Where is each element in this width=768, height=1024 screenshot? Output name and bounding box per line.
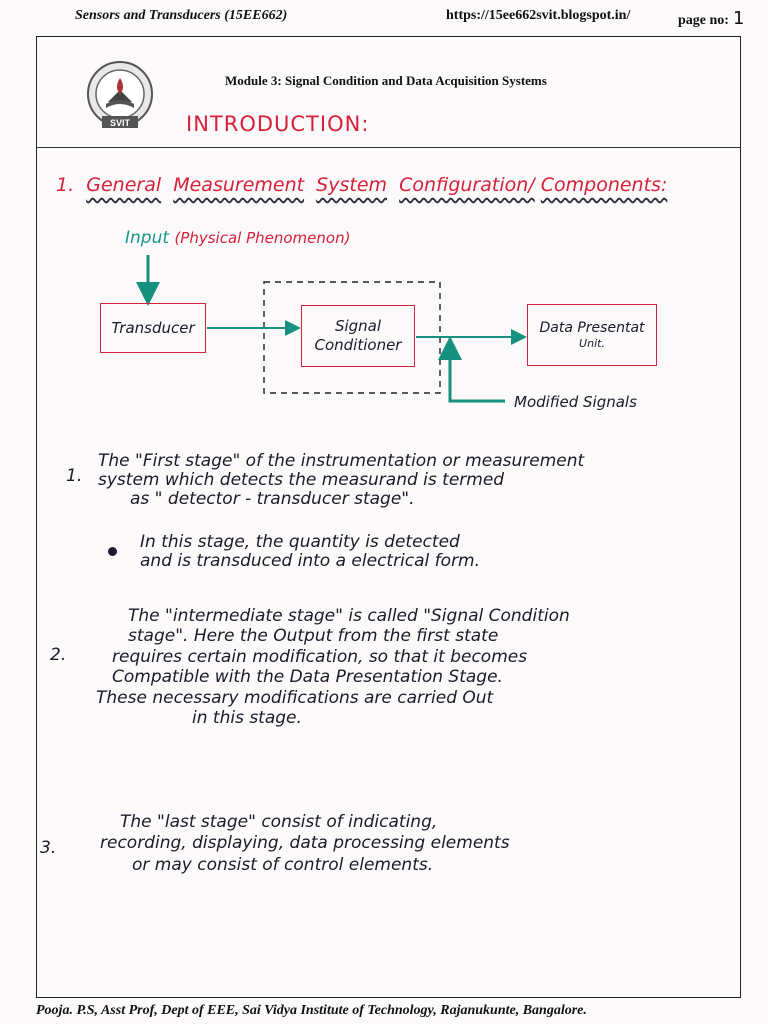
list-item [100, 812, 510, 876]
blog-url[interactable]: https://15ee662svit.blogspot.in/ [446, 8, 631, 23]
heading-word: Configuration/ [399, 174, 535, 196]
transducer-label: Transducer [111, 319, 195, 337]
item-line: requires certain modification, so that it becomes [112, 646, 528, 667]
item-line: Compatible with the Data Presentation Stage. [112, 667, 503, 688]
heading-number: 1. [56, 174, 75, 196]
heading-word: Measurement [173, 174, 305, 196]
data-presentation-line1: Data Presentat [539, 319, 645, 336]
transducer-box [100, 303, 206, 353]
bullet-icon [108, 547, 117, 556]
item-number: 1. [66, 466, 83, 486]
item-line: In this stage, the quantity is detected [140, 532, 460, 552]
item-line: or may consist of control elements. [132, 854, 434, 875]
signal-conditioner-line2: Conditioner [314, 336, 402, 354]
data-presentation-line2: Unit. [579, 336, 605, 350]
item-line: The "intermediate stage" is called "Signal Condition [128, 606, 570, 626]
list-item [96, 606, 570, 728]
modified-signals-label: Modified Signals [514, 393, 637, 411]
bullet-item [140, 533, 480, 571]
module-title: Module 3: Signal Condition and Data Acquisition Systems [225, 73, 547, 88]
data-presentation-box [527, 304, 657, 366]
list-item [98, 452, 584, 509]
course-title: Sensors and Transducers (15EE662) [75, 8, 288, 23]
input-text: Input [125, 228, 170, 248]
signal-conditioner-line1: Signal [334, 316, 382, 335]
page-number: 1 [732, 8, 745, 29]
item-line: stage". Here the Output from the first state [128, 626, 499, 647]
input-subtext: (Physical Phenomenon) [174, 229, 351, 247]
item-line: and is transduced into a electrical form. [140, 551, 481, 572]
page-footer: Pooja. P.S, Asst Prof, Dept of EEE, Sai Vidya Institute of Technology, Rajanukunte, Bangalore. [36, 1003, 587, 1018]
input-label [125, 228, 350, 248]
seal-text: SVIT [109, 118, 131, 128]
item-line: The "last stage" consist of indicating, [120, 812, 438, 832]
intro-title: INTRODUCTION: [186, 112, 370, 136]
item-number: 2. [50, 645, 67, 665]
item-line: recording, displaying, data processing elements [100, 833, 510, 854]
heading-word: System [316, 174, 388, 196]
signal-conditioner-box [301, 305, 415, 367]
heading-word: General [86, 174, 162, 196]
page-label-text: page no: [678, 13, 729, 28]
item-line: The "First stage" of the instrumentation or measurement [98, 451, 585, 471]
item-number: 3. [40, 838, 57, 858]
item-line: in this stage. [192, 707, 302, 728]
heading-word: Components: [540, 174, 668, 196]
modified-signals-arrow [450, 342, 505, 401]
item-line: as " detector - transducer stage". [130, 489, 415, 510]
item-line: system which detects the measurand is termed [98, 470, 505, 491]
item-line: These necessary modifications are carried Out [96, 687, 494, 708]
